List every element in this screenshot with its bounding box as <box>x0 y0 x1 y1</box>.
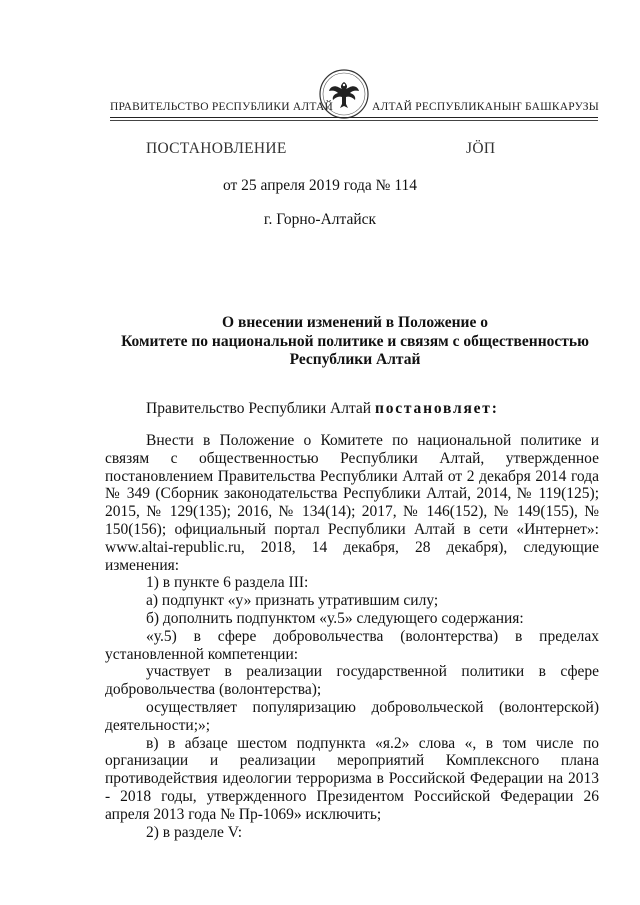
body-paragraph: а) подпункт «у» признать утратившим силу; <box>146 592 439 610</box>
body-paragraph: «у.5) в сфере добровольчества (волонтерства) в пределах установленной компетенции: <box>105 627 599 663</box>
decree-title <box>105 314 605 370</box>
body-paragraph: в) в абзаце шестом подпункта «я.2» слова «, в том числе по организации и реализации мероприятий Комплексного плана противодействия идеологии терроризма в Российской Федерации на 2013 - 2018 годы, утвержденного Президентом Российской Федерации 26 апреля 2013 года № Пр-1069» исключить; <box>105 734 599 823</box>
decree-intro-verb: постановляет: <box>374 400 499 417</box>
header-divider <box>110 117 598 118</box>
doc-type-altai: JÖП <box>466 140 496 157</box>
body-paragraph: осуществляет популяризацию добровольческой (волонтерской) деятельности;»; <box>105 698 599 734</box>
decree-body <box>105 432 599 841</box>
decree-date-number: от 25 апреля 2019 года № 114 <box>222 177 418 194</box>
body-paragraph: б) дополнить подпунктом «у.5» следующего содержания: <box>146 609 524 627</box>
header-divider-thin <box>110 120 598 121</box>
decree-intro <box>146 400 499 418</box>
body-paragraph: 1) в пункте 6 раздела III: <box>146 574 309 592</box>
header-left-text: ПРАВИТЕЛЬСТВО РЕСПУБЛИКИ АЛТАЙ <box>110 101 334 113</box>
decree-title-line: Комитете по национальной политике и связям с общественностью <box>121 332 589 350</box>
decree-title-line: О внесении изменений в Положение о <box>222 314 488 331</box>
decree-intro-prefix: Правительство Республики Алтай <box>146 400 375 417</box>
header-right-text: АЛТАЙ РЕСПУБЛИКАНЫҤ БАШКАРУЗЫ <box>372 101 599 113</box>
decree-city: г. Горно-Алтайск <box>263 211 377 228</box>
decree-title-line: Республики Алтай <box>289 351 421 368</box>
body-paragraph: участвует в реализации государственной политики в сфере добровольчества (волонтерства); <box>105 663 599 699</box>
body-paragraph: Внести в Положение о Комитете по национальной политике и связям с общественностью Республики Алтай, утвержденное постановлением Правительства Республики Алтай от 2 декабря 2014 года № 349 (Сборник законодательства Республики Алтай, 2014, № 119(125); 2015, № 129(135); 2016, № 134(14); 2017, № 146(152), № 149(155), № 150(156); официальный портал Республики Алтай в сети «Интернет»: www.altai-republic.ru, 2018, 14 декабря, 28 декабря), следующие изменения: <box>105 432 599 574</box>
body-paragraph: 2) в разделе V: <box>146 823 243 841</box>
doc-type-russian: ПОСТАНОВЛЕНИЕ <box>146 140 287 157</box>
